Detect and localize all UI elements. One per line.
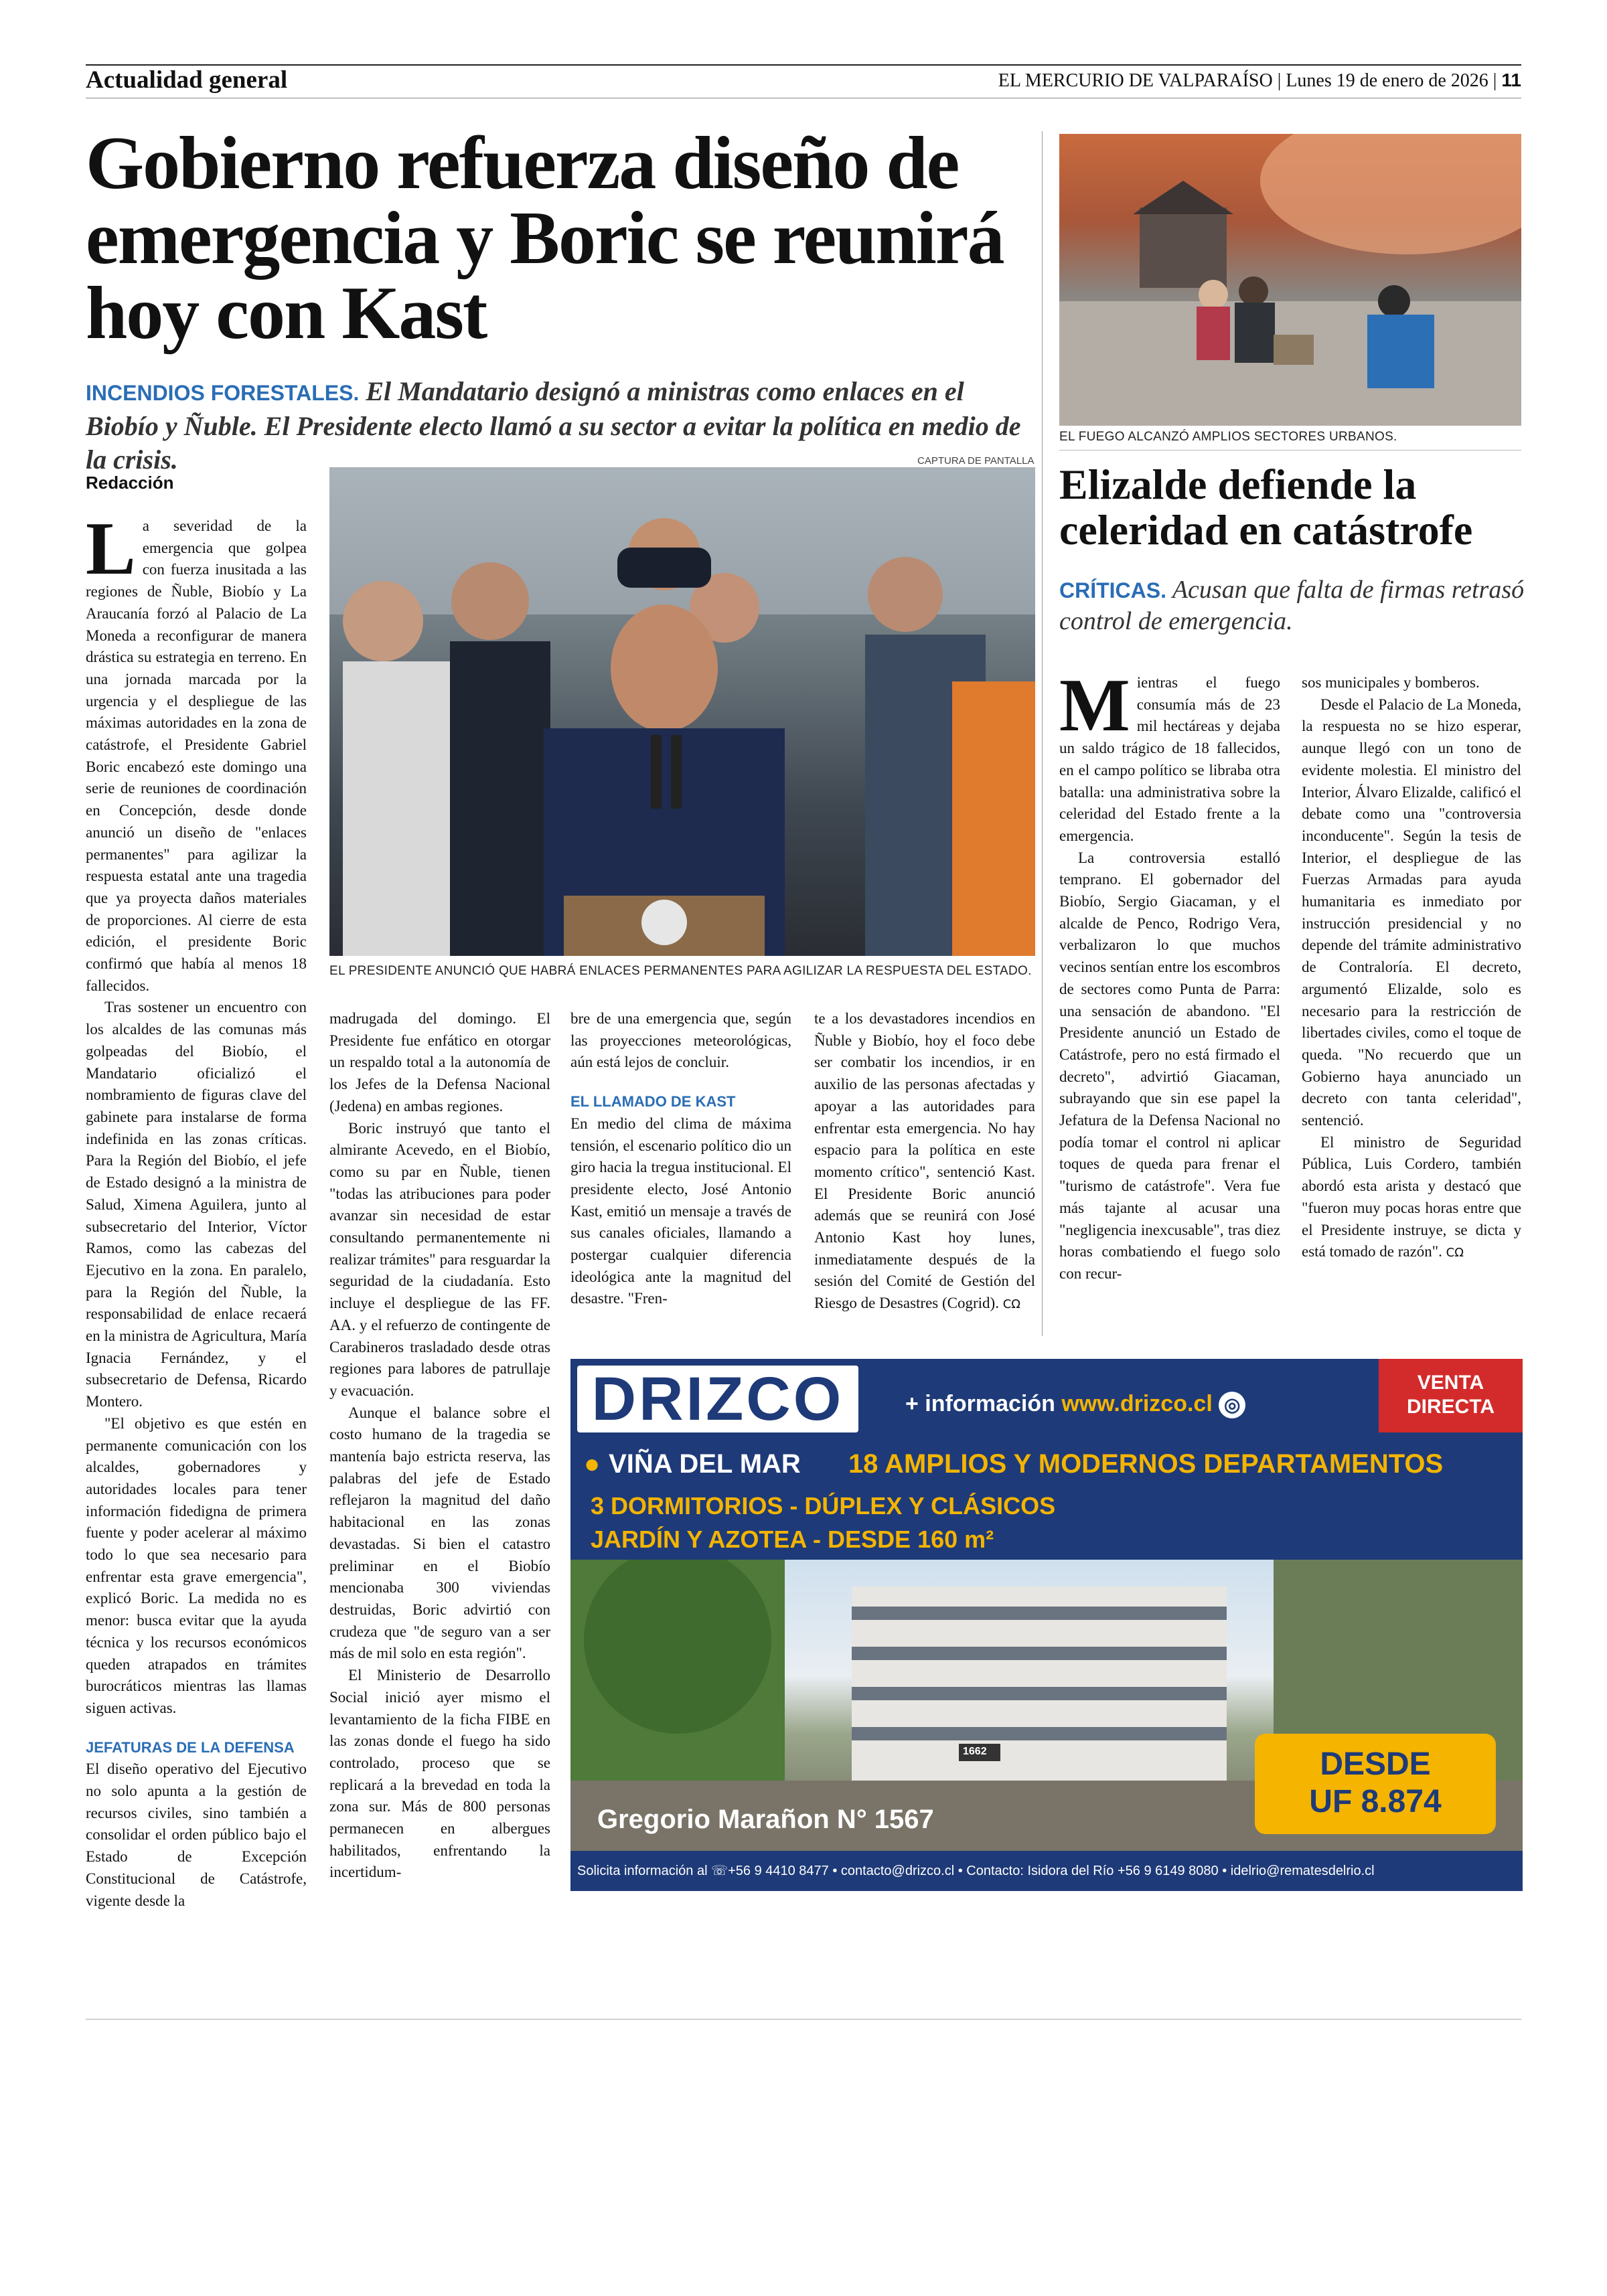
issue-date: Lunes 19 de enero de 2026 (1286, 70, 1488, 91)
side-col2-p3: El ministro de Seguridad Pública, Luis Cordero, también abordó esta arista y destacó que "fueron muy pocas horas entre que el Presidente instruye, se dicta y está tomado de razón". (1302, 1133, 1521, 1260)
main-photo (329, 467, 1035, 956)
side-column-2 (1302, 672, 1521, 1335)
main-col3-p1: bre de una emergencia que, según las proyecciones meteorológicas, aún está lejos de concluir. (570, 1010, 791, 1071)
page-number: 11 (1501, 70, 1521, 90)
location-pin-icon: ● (584, 1449, 601, 1479)
main-subhead-kast: EL LLAMADO DE KAST (570, 1093, 736, 1111)
main-kicker: INCENDIOS FORESTALES. (86, 381, 360, 405)
top-rule (86, 64, 1521, 66)
main-photo-caption: EL PRESIDENTE ANUNCIÓ QUE HABRÁ ENLACES PERMANENTES PARA AGILIZAR LA RESPUESTA DEL ESTADO. (329, 964, 1032, 978)
ad-price-box (1255, 1734, 1496, 1834)
ad-url-link[interactable]: www.drizco.cl (1061, 1391, 1213, 1416)
venta-directa-badge: VENTA DIRECTA (1379, 1359, 1523, 1432)
main-col1-p2: Tras sostener un encuentro con los alcaldes de las comunas más golpeadas del Biobío, el Mandatario oficializó el nombramiento de figuras clave del gabinete para instalarse de forma indefinida en las zonas críticas. Para la Región del Biobío, el jefe de Estado designó a la ministra de Salud, Ximena Aguilera, junto al subsecretario del Interior, Víctor Ramos, como las cabezas del Ejecutivo en la zona. En paralelo, para la Región del Ñuble, la responsabilidad de enlace recaerá en la ministra de Agricultura, María Ignacia Fernández, y el subsecretario de Defensa, Ricardo Montero. (86, 999, 307, 1410)
side-col2-p2: Desde el Palacio de La Moneda, la respuesta no se hizo esperar, aunque llegó con un tono de evidente molestia. El ministro del Interior, Álvaro Elizalde, calificó el debate como una "controversia inconducente". Según la tesis de Interior, el despliegue de las Fuerzas Armadas para ayuda humanitaria es inmediato por instrucción presidencial y no depende del trámite administrativo de Contraloría. El decreto, argumentó Elizalde, solo es necesario para la restricción de libertades civiles, como el toque de queda. "No recuerdo que un Gobierno haya anunciado un decreto con tanta celeridad", sentenció. (1302, 695, 1521, 1129)
globe-icon: ◎ (1219, 1392, 1245, 1418)
side-photo-caption: EL FUEGO ALCANZÓ AMPLIOS SECTORES URBANOS. (1059, 430, 1397, 444)
drizco-logo: DRIZCO (577, 1366, 858, 1432)
building-number: 1662 (963, 1746, 987, 1757)
side-column-1 (1059, 664, 1280, 1335)
ad-footer-contact: Solicita información al ☏+56 9 4410 8477 • contacto@drizco.cl • Contacto: Isidora del Río +56 9 6149 8080 • idelrio@rematesdelrio.cl (570, 1851, 1523, 1891)
main-col2-p3: Aunque el balance sobre el costo humano de la tragedia se mantenía bajo estricta reserva, las palabras del jefe de Estado reflejaron la magnitud del daño habitacional en las zonas devastadas. Si bien el catastro preliminar en el Biobío mencionaba 300 viviendas destruidas, Boric advirtió con crudeza que "de seguro van a ser más de mil solo en esta región". (329, 1404, 550, 1662)
section-label: Actualidad general (86, 66, 288, 94)
main-col4-p1: te a los devastadores incendios en Ñuble y Biobío, hoy el foco debe ser combatir los incendios, ir en auxilio de las personas afectadas y apoyar a las autoridades para enfrentar esta emergencia. No hay espacio para la política en este momento crítico", sentenció Kast. El Presidente Boric anunció además que se reunirá con José Antonio Kast hoy lunes, inmediatamente después de la sesión del Comité de Gestión del Riesgo de Desastres (Cogrid). (814, 1010, 1035, 1312)
ad-city: VIÑA DEL MAR (609, 1449, 801, 1479)
press-conference-image (329, 467, 1035, 956)
bottom-rule (86, 2019, 1521, 2020)
photo-credit: CAPTURA DE PANTALLA (917, 455, 1035, 467)
end-mark-icon: CΩ (1002, 1297, 1021, 1312)
side-kicker: CRÍTICAS. (1059, 578, 1166, 602)
side-dropcap: M (1059, 664, 1130, 747)
main-col1-p4: El diseño operativo del Ejecutivo no solo apunta a la gestión de recursos civiles, sino también a consolidar el orden público bajo el Estado de Excepción Constitucional de Catástrofe, vigente desde la (86, 1760, 307, 1909)
main-col1-p3: "El objetivo es que estén en permanente comunicación con los alcaldes, gobernadores y autoridades locales para tener información fidedigna de primera fuente y poder acelerar al máximo todo lo que sea necesario para enfrentar esta grave emergencia", explicó Boric. La medida no es menor: busca evitar que la ayuda técnica y los recursos económicos queden atrapados en trámites burocráticos mientras las llamas siguen activas. (86, 1414, 307, 1716)
main-column-1 (86, 507, 307, 1909)
main-deck (86, 375, 1037, 477)
ad-city-row (570, 1443, 1523, 1486)
ad-price-label: DESDE (1320, 1746, 1431, 1782)
main-col2-p1: madrugada del domingo. El Presidente fue enfático en otorgar un respaldo total a la autonomía de los Jefes de la Defensa Nacional (Jedena) en ambas regiones. (329, 1010, 550, 1115)
main-subhead-defensa: JEFATURAS DE LA DEFENSA (86, 1738, 295, 1756)
side-col1-p2: La controversia estalló temprano. El gobernador del Biobío, Sergio Giacaman, y el alcalde de Penco, Rodrigo Vera, verbalizaron lo que muchos vecinos sentían entre los escombros de sectores como Punta de Parra: una sensación de abandono. "El Presidente anunció un Estado de Catástrofe, pero no está firmado el decreto", advirtió Giacaman, subrayando que sin ese papel la Jefatura de la Defensa Nacional no podía tomar el control ni aplicar toques de queda para frenar el "turismo de catástrofe". Vera fue más tajante al acusar una "negligencia inexcusable", tras diez horas combatiendo el fuego solo con recur- (1059, 849, 1280, 1282)
side-headline: Elizalde defiende la celeridad en catástrofe (1059, 461, 1473, 554)
fire-scene-image (1059, 134, 1521, 426)
ad-info (905, 1391, 1245, 1418)
ad-info-label: + información (905, 1391, 1055, 1416)
main-col1-p1: a severidad de la emergencia que golpea con fuerza inusitada a las regiones de Ñuble, Biobío y La Araucanía forzó al Palacio de La Moneda a reconfigurar de manera drástica su estrategia en terreno. En una jornada marcada por la urgencia y el despliegue de las máximas autoridades en la zona de catástrofe, el Presidente Gabriel Boric encabezó este domingo una serie de reuniones de coordinación en Concepción, desde donde anunció un diseño de "enlaces permanentes" para agilizar la respuesta estatal ante una tragedia que ya proyecta daños materiales de proporciones. Al cierre de esta edición, el presidente Boric confirmó que había al menos 18 fallecidos. (86, 517, 307, 994)
main-deck-text: El Mandatario designó a ministras como enlaces en el Biobío y Ñuble. El Presidente electo llamó a su sector a evitar la política en medio de la crisis. (86, 376, 1021, 475)
main-col3-p2: En medio del clima de máxima tensión, el escenario político dio un giro hacia la tregua institucional. El presidente electo, José Antonio Kast, emitió un mensaje a través de sus canales oficiales, llamando a postergar cualquier diferencia ideológica ante la magnitud del desastre. "Fren- (570, 1115, 791, 1307)
paper-name: EL MERCURIO DE VALPARAÍSO (998, 70, 1273, 91)
side-deck-text: Acusan que falta de firmas retrasó control de emergencia. (1059, 576, 1525, 635)
main-column-2 (329, 1008, 550, 1905)
side-photo (1059, 134, 1521, 426)
side-end-mark-icon: CΩ (1446, 1246, 1464, 1260)
column-divider (1042, 131, 1043, 1336)
main-col2-p4: El Ministerio de Desarrollo Social inició ayer mismo el levantamiento de la ficha FIBE en las zonas donde el fuego ha sido controlado, proceso que se replicará a la brevedad en toda la zona sur. Más de 800 personas permanecen en albergues habilitados, enfrentando la incertidum- (329, 1667, 550, 1881)
ad-feature-2: JARDÍN Y AZOTEA - DESDE 160 m² (591, 1526, 994, 1553)
byline: Redacción (86, 473, 174, 493)
main-column-3 (570, 1008, 791, 1329)
ad-tagline: 18 AMPLIOS Y MODERNOS DEPARTAMENTOS (848, 1449, 1444, 1479)
main-col2-p2: Boric instruyó que tanto el almirante Acevedo, en el Biobío, como su par en Ñuble, tienen "todas las atribuciones para poder avanzar sin necesidad de estar consultando permanentemente ni realizar trámites" para resguardar la seguridad de la ciudadanía. Esto incluye el despliegue de las FF. AA. y el refuerzo de contingente de Carabineros trasladado desde otras regiones para labores de patrullaje y evacuación. (329, 1119, 550, 1399)
drizco-advertisement[interactable] (570, 1359, 1523, 1891)
ad-price: UF 8.874 (1309, 1784, 1442, 1819)
side-col1-p1: ientras el fuego consumía más de 23 mil hectáreas y dejaba un saldo trágico de 18 fallecidos, en el campo político se libraba otra batalla: una administrativa sobre la celeridad del Estado frente a la emergencia. (1059, 674, 1280, 844)
masthead: EL MERCURIO DE VALPARAÍSO | Lunes 19 de enero de 2026 | 11 (998, 70, 1521, 91)
main-dropcap: L (86, 507, 136, 590)
ad-features (591, 1489, 1055, 1556)
main-column-4 (814, 1008, 1035, 1329)
side-col2-p1: sos municipales y bomberos. (1302, 674, 1480, 691)
side-deck (1059, 574, 1528, 637)
main-headline: Gobierno refuerza diseño de emergencia y Boric se reunirá hoy con Kast (86, 122, 1004, 355)
ad-feature-1: 3 DORMITORIOS - DÚPLEX Y CLÁSICOS (591, 1492, 1056, 1520)
ad-address: Gregorio Marañon N° 1567 (597, 1805, 934, 1834)
